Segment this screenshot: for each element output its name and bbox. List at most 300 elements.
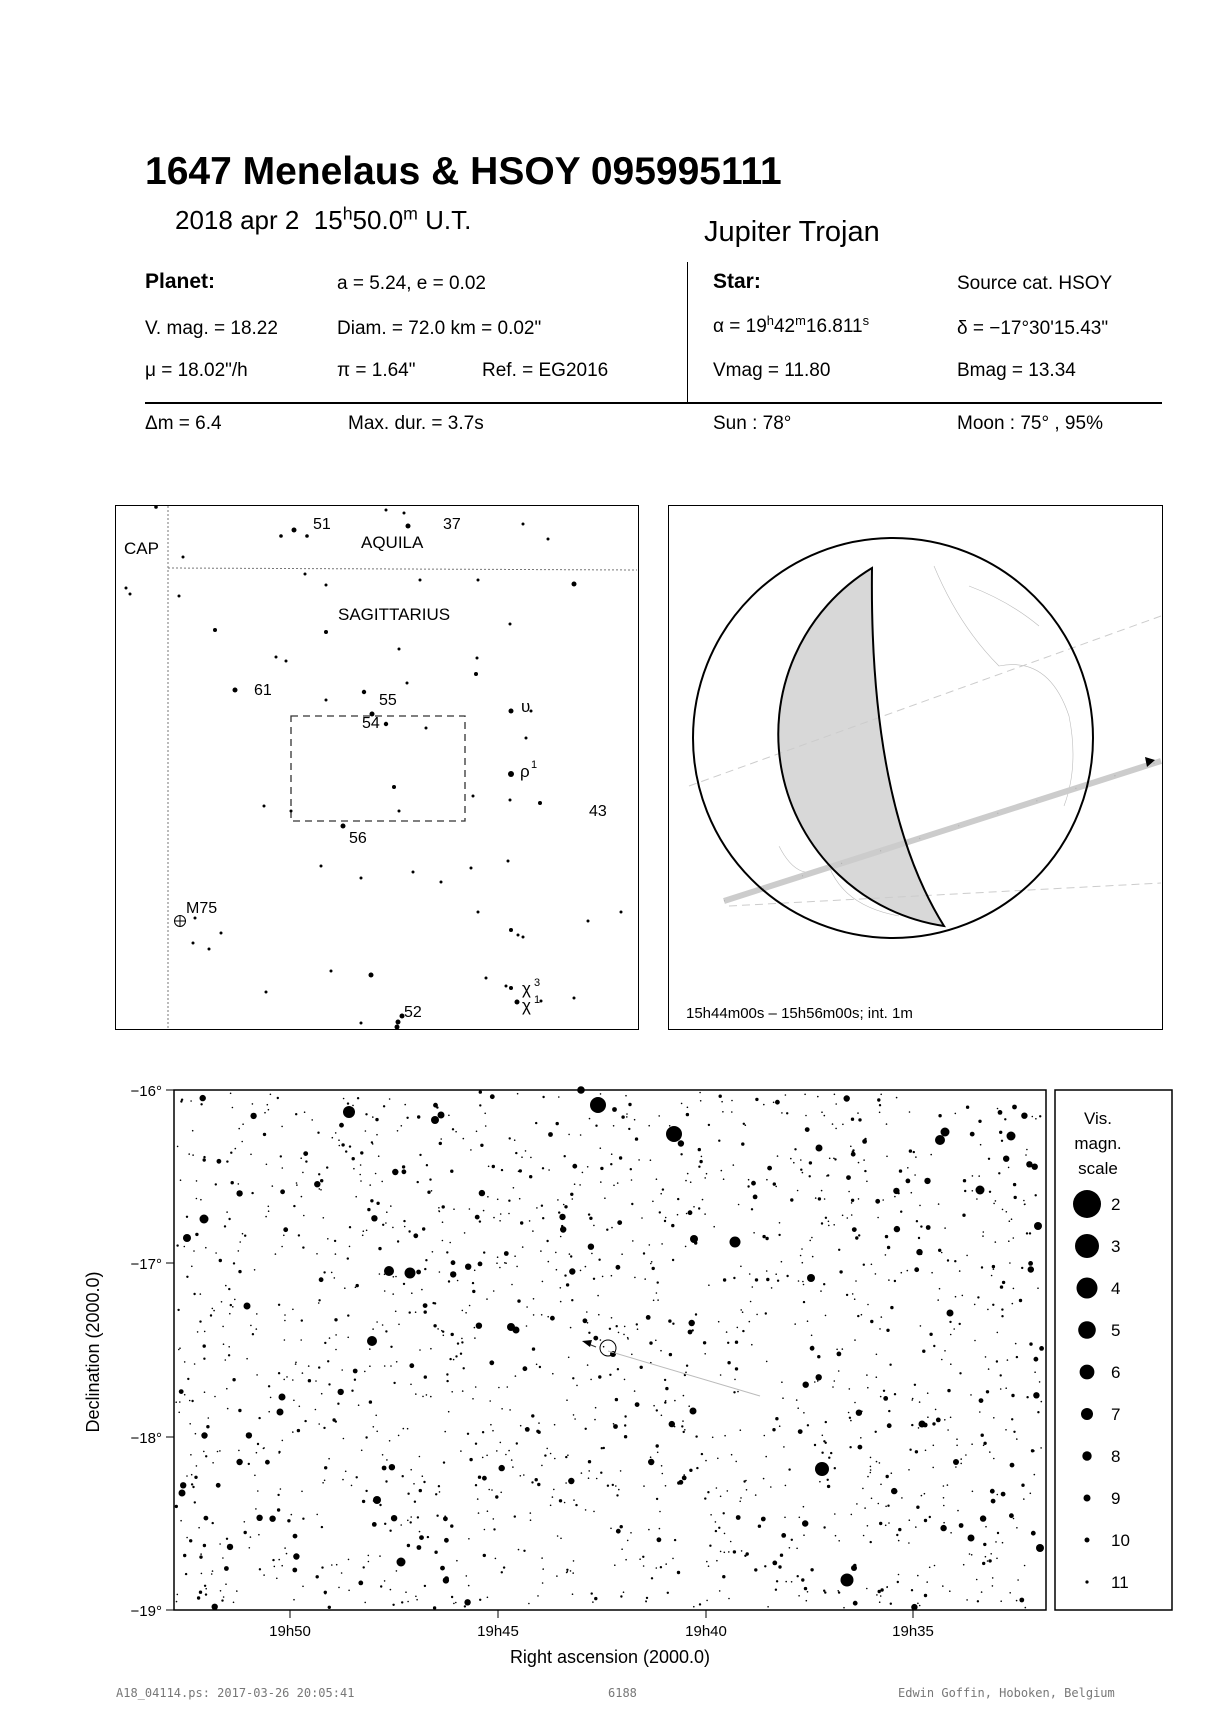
map-star xyxy=(587,1364,589,1366)
map-star xyxy=(814,1444,816,1446)
map-star xyxy=(444,1538,449,1543)
map-star xyxy=(722,1575,725,1578)
map-star xyxy=(196,1465,198,1467)
map-star xyxy=(389,1098,391,1100)
ra-second-unit: s xyxy=(862,312,870,328)
map-star xyxy=(652,1201,654,1203)
map-star xyxy=(381,1181,383,1183)
map-star xyxy=(741,1550,743,1552)
map-star xyxy=(201,1432,207,1438)
magnitude-scale-dot xyxy=(1085,1538,1090,1543)
map-star xyxy=(315,1409,317,1411)
map-star xyxy=(486,1455,488,1457)
map-star xyxy=(646,1315,651,1320)
map-star xyxy=(911,1604,917,1610)
map-star xyxy=(195,1233,198,1236)
finder-star xyxy=(538,801,542,805)
map-star xyxy=(765,1237,768,1240)
map-star xyxy=(407,1493,409,1495)
map-star xyxy=(943,1522,945,1524)
map-star xyxy=(416,1270,421,1275)
map-star xyxy=(389,1464,395,1470)
map-star xyxy=(634,1119,636,1121)
map-star xyxy=(1016,1438,1018,1440)
map-star xyxy=(593,1225,595,1227)
map-star xyxy=(565,1482,567,1484)
map-star xyxy=(850,1146,852,1148)
map-star xyxy=(448,1411,450,1413)
finder-star xyxy=(362,690,366,694)
table-divider-vertical xyxy=(687,262,688,402)
map-star xyxy=(1012,1303,1014,1305)
map-star xyxy=(882,1199,884,1201)
map-star xyxy=(762,1235,765,1238)
map-star xyxy=(472,1282,474,1284)
bright-star xyxy=(815,1462,829,1476)
map-star xyxy=(916,1220,918,1222)
map-star xyxy=(190,1100,192,1102)
map-star xyxy=(598,1259,600,1261)
map-star xyxy=(489,1360,494,1365)
map-star xyxy=(465,1312,467,1314)
map-star xyxy=(674,1426,676,1428)
map-star xyxy=(662,1188,664,1190)
magnitude-scale-title: scale xyxy=(1078,1159,1118,1178)
map-star xyxy=(1011,1394,1014,1397)
map-star xyxy=(720,1374,722,1376)
map-star xyxy=(630,1168,632,1170)
map-star xyxy=(205,1247,207,1249)
map-star xyxy=(597,1295,599,1297)
map-star xyxy=(304,1420,306,1422)
map-star xyxy=(537,1595,539,1597)
map-star xyxy=(993,1268,995,1270)
map-star xyxy=(217,1159,222,1164)
footer-author: Edwin Goffin, Hoboken, Belgium xyxy=(898,1686,1115,1700)
map-star xyxy=(683,1431,685,1433)
map-star xyxy=(616,1494,618,1496)
finder-star xyxy=(508,771,514,777)
map-star xyxy=(737,1391,739,1393)
map-star xyxy=(688,1405,690,1407)
planet-diameter: Diam. = 72.0 km = 0.02" xyxy=(337,318,542,339)
map-star xyxy=(803,1412,805,1414)
map-star xyxy=(835,1103,837,1105)
finder-star xyxy=(182,556,185,559)
map-star xyxy=(880,1595,882,1597)
map-star xyxy=(199,1591,202,1594)
map-star xyxy=(992,1585,994,1587)
map-star xyxy=(348,1559,350,1561)
map-star xyxy=(861,1314,863,1316)
map-star xyxy=(347,1314,349,1316)
map-star xyxy=(653,1405,655,1407)
map-star xyxy=(613,1125,615,1127)
bright-star xyxy=(405,1268,416,1279)
map-star xyxy=(439,1211,441,1213)
map-star xyxy=(212,1570,214,1572)
map-star xyxy=(900,1211,902,1213)
map-star xyxy=(906,1179,911,1184)
map-star xyxy=(997,1532,999,1534)
object-category: Jupiter Trojan xyxy=(704,216,880,248)
map-star xyxy=(593,1511,595,1513)
finder-star xyxy=(517,934,520,937)
map-star xyxy=(488,1489,490,1491)
map-star xyxy=(763,1478,765,1480)
map-star xyxy=(555,1252,557,1254)
map-star xyxy=(740,1429,742,1431)
finder-star xyxy=(285,660,288,663)
map-star xyxy=(929,1567,931,1569)
map-star xyxy=(953,1328,955,1330)
map-star xyxy=(349,1226,351,1228)
map-star xyxy=(204,1391,206,1393)
map-star xyxy=(606,1229,608,1231)
map-star xyxy=(914,1267,919,1272)
map-star xyxy=(264,1112,266,1114)
map-star xyxy=(303,1151,308,1156)
map-star xyxy=(227,1408,229,1410)
bright-star xyxy=(367,1336,377,1346)
map-star xyxy=(696,1467,698,1469)
map-star xyxy=(417,1545,422,1550)
map-star xyxy=(1013,1518,1015,1520)
map-star xyxy=(650,1263,652,1265)
map-star xyxy=(515,1152,517,1154)
map-star xyxy=(516,1266,518,1268)
map-star xyxy=(1026,1396,1028,1398)
map-star xyxy=(680,1153,682,1155)
map-star xyxy=(920,1225,922,1227)
magnitude-scale-label: 7 xyxy=(1111,1405,1121,1424)
map-star xyxy=(661,1415,663,1417)
map-star xyxy=(685,1180,687,1182)
map-star xyxy=(280,1189,285,1194)
map-star xyxy=(185,1573,187,1575)
finder-star xyxy=(509,986,513,990)
finder-star xyxy=(395,1025,400,1030)
map-star xyxy=(667,1592,669,1594)
map-star xyxy=(766,1179,768,1181)
map-star xyxy=(180,1520,182,1522)
map-star xyxy=(954,1260,956,1262)
map-star xyxy=(1035,1118,1037,1120)
map-star xyxy=(987,1309,989,1311)
map-star xyxy=(1015,1343,1017,1345)
map-star xyxy=(1013,1237,1015,1239)
greek-label-chi1-index: 1 xyxy=(534,994,541,1006)
map-star xyxy=(924,1178,930,1184)
map-star xyxy=(620,1470,622,1472)
map-star xyxy=(1008,1240,1010,1242)
map-star xyxy=(303,1215,305,1217)
map-star xyxy=(446,1373,448,1375)
map-star xyxy=(514,1255,516,1257)
map-star xyxy=(616,1325,618,1327)
map-star xyxy=(828,1225,830,1227)
map-star xyxy=(179,1401,181,1403)
map-star xyxy=(834,1380,836,1382)
map-star xyxy=(837,1590,839,1592)
map-star xyxy=(586,1311,588,1313)
map-star xyxy=(959,1270,961,1272)
map-star xyxy=(720,1551,722,1553)
magnitude-scale-label: 11 xyxy=(1111,1573,1129,1592)
map-star xyxy=(302,1518,304,1520)
map-star xyxy=(656,1178,658,1180)
map-star xyxy=(998,1110,1003,1115)
finder-chart-canvas xyxy=(116,506,637,1028)
map-star xyxy=(937,1299,939,1301)
map-star xyxy=(254,1269,256,1271)
map-star xyxy=(398,1324,400,1326)
map-star xyxy=(342,1479,344,1481)
map-star xyxy=(749,1321,751,1323)
map-star xyxy=(432,1251,434,1253)
map-star xyxy=(1025,1607,1027,1609)
finder-star xyxy=(472,795,475,798)
map-star xyxy=(390,1365,392,1367)
map-star xyxy=(611,1317,613,1319)
map-star xyxy=(365,1130,367,1132)
map-star xyxy=(971,1443,973,1445)
map-star xyxy=(493,1290,495,1292)
map-star xyxy=(803,1284,805,1286)
map-star xyxy=(885,1525,887,1527)
map-star xyxy=(357,1097,359,1099)
magnitude-scale-label: 6 xyxy=(1111,1363,1121,1382)
map-star xyxy=(924,1594,927,1597)
map-star xyxy=(643,1252,645,1254)
map-star xyxy=(753,1232,755,1234)
map-star xyxy=(746,1489,748,1491)
map-star xyxy=(291,1514,293,1516)
map-star xyxy=(316,1253,318,1255)
map-star xyxy=(938,1249,941,1252)
map-star xyxy=(495,1558,497,1560)
map-star xyxy=(677,1481,680,1484)
map-star xyxy=(238,1450,240,1452)
map-star xyxy=(929,1516,931,1518)
moon-elongation: Moon : 75° , 95% xyxy=(957,413,1103,434)
map-star xyxy=(600,1093,602,1095)
map-star xyxy=(888,1410,890,1412)
map-star xyxy=(594,1419,596,1421)
map-star xyxy=(468,1538,470,1540)
map-star xyxy=(614,1564,616,1566)
map-star xyxy=(192,1486,194,1488)
map-star xyxy=(752,1286,754,1288)
map-star xyxy=(587,1166,589,1168)
map-star xyxy=(828,1457,830,1459)
map-star xyxy=(834,1158,836,1160)
map-star xyxy=(849,1446,851,1448)
map-star xyxy=(295,1362,297,1364)
map-star xyxy=(935,1409,937,1411)
map-star xyxy=(854,1298,856,1300)
map-star xyxy=(402,1169,407,1174)
map-star xyxy=(612,1484,614,1486)
map-star xyxy=(773,1182,776,1185)
map-star xyxy=(721,1170,723,1172)
map-star xyxy=(621,1548,623,1550)
map-star xyxy=(277,1508,280,1511)
map-star xyxy=(658,1115,660,1117)
event-hours: 15 xyxy=(313,205,343,235)
map-star xyxy=(710,1514,712,1516)
map-star xyxy=(825,1315,827,1317)
map-star xyxy=(487,1510,489,1512)
map-star xyxy=(754,1568,757,1571)
map-star xyxy=(665,1387,668,1390)
map-star xyxy=(580,1270,582,1272)
map-star xyxy=(542,1096,544,1098)
map-star xyxy=(227,1544,233,1550)
map-star xyxy=(609,1374,611,1376)
map-star xyxy=(665,1485,667,1487)
map-star xyxy=(741,1142,744,1145)
map-star xyxy=(268,1206,270,1208)
map-star xyxy=(178,1349,180,1351)
map-star xyxy=(671,1224,674,1227)
map-star xyxy=(849,1417,851,1419)
map-star xyxy=(230,1152,232,1154)
map-star xyxy=(1009,1592,1011,1594)
map-star xyxy=(558,1096,560,1098)
map-star xyxy=(321,1566,323,1568)
map-star xyxy=(183,1554,186,1557)
map-star xyxy=(409,1363,414,1368)
map-star xyxy=(997,1332,999,1334)
map-star xyxy=(334,1318,337,1321)
map-star xyxy=(715,1530,717,1532)
map-star xyxy=(820,1290,822,1292)
map-star xyxy=(781,1533,786,1538)
map-star xyxy=(363,1230,365,1232)
map-star xyxy=(486,1298,488,1300)
map-star xyxy=(938,1203,940,1205)
map-star xyxy=(781,1112,783,1114)
map-star xyxy=(400,1524,402,1526)
map-star xyxy=(646,1597,648,1599)
map-star xyxy=(478,1476,481,1479)
map-star xyxy=(885,1506,887,1508)
map-star xyxy=(556,1269,558,1271)
map-star xyxy=(450,1271,456,1277)
map-star xyxy=(572,1377,574,1379)
map-star xyxy=(821,1222,823,1224)
map-star xyxy=(800,1159,802,1161)
map-star xyxy=(880,1484,882,1486)
map-star xyxy=(592,1601,594,1603)
map-star xyxy=(788,1468,790,1470)
map-star xyxy=(851,1202,853,1204)
map-star xyxy=(704,1177,706,1179)
map-star xyxy=(793,1162,795,1164)
map-star xyxy=(195,1433,197,1435)
map-star xyxy=(719,1095,722,1098)
map-star xyxy=(398,1435,400,1437)
map-star xyxy=(890,1306,893,1309)
map-star xyxy=(347,1102,349,1104)
finder-star xyxy=(208,948,211,951)
map-star xyxy=(723,1178,725,1180)
map-star xyxy=(581,1472,583,1474)
map-star xyxy=(278,1304,280,1306)
map-star xyxy=(204,1585,206,1587)
map-star xyxy=(573,1414,575,1416)
map-star xyxy=(659,1211,661,1213)
map-star xyxy=(538,1422,540,1424)
map-star xyxy=(898,1528,901,1531)
map-star xyxy=(484,1529,486,1531)
map-star xyxy=(417,1516,419,1518)
map-star xyxy=(1023,1115,1025,1117)
map-star xyxy=(232,1107,234,1109)
map-star xyxy=(328,1606,331,1609)
map-star xyxy=(212,1604,218,1610)
map-star xyxy=(205,1455,207,1457)
map-star xyxy=(926,1225,931,1230)
map-star xyxy=(424,1310,427,1313)
map-star xyxy=(989,1451,991,1453)
bright-star xyxy=(851,1565,857,1571)
map-star xyxy=(839,1270,842,1273)
map-star xyxy=(564,1502,566,1504)
map-star xyxy=(272,1559,274,1561)
map-star xyxy=(362,1500,365,1503)
map-star xyxy=(979,1411,981,1413)
map-star xyxy=(560,1226,566,1232)
map-star xyxy=(682,1420,684,1422)
map-star xyxy=(829,1158,831,1160)
map-star xyxy=(875,1431,877,1433)
magnitude-scale-title: Vis. xyxy=(1083,1109,1113,1128)
map-star xyxy=(802,1262,804,1264)
map-star xyxy=(424,1268,426,1270)
map-star xyxy=(393,1276,395,1278)
map-star xyxy=(844,1095,850,1101)
map-star xyxy=(270,1397,272,1399)
finder-star xyxy=(263,805,266,808)
map-star xyxy=(233,1602,235,1604)
finder-star xyxy=(265,991,268,994)
map-star xyxy=(887,1246,890,1249)
map-star xyxy=(331,1564,333,1566)
map-star xyxy=(733,1277,735,1279)
map-star xyxy=(246,1432,252,1438)
map-star xyxy=(403,1428,405,1430)
map-star xyxy=(376,1202,379,1205)
map-star xyxy=(407,1601,409,1603)
map-star xyxy=(810,1568,813,1571)
map-star xyxy=(835,1535,837,1537)
map-star xyxy=(674,1400,676,1402)
map-star xyxy=(252,1333,254,1335)
map-star xyxy=(328,1458,330,1460)
finder-star xyxy=(304,573,307,576)
star-label-56: 56 xyxy=(349,830,367,847)
map-star xyxy=(397,1240,399,1242)
map-star xyxy=(773,1102,775,1104)
map-star xyxy=(983,1442,986,1445)
map-star xyxy=(302,1372,304,1374)
ra-tick-marks xyxy=(290,1610,913,1618)
map-star xyxy=(335,1334,337,1336)
map-star xyxy=(443,1577,449,1583)
map-star xyxy=(519,1169,522,1172)
